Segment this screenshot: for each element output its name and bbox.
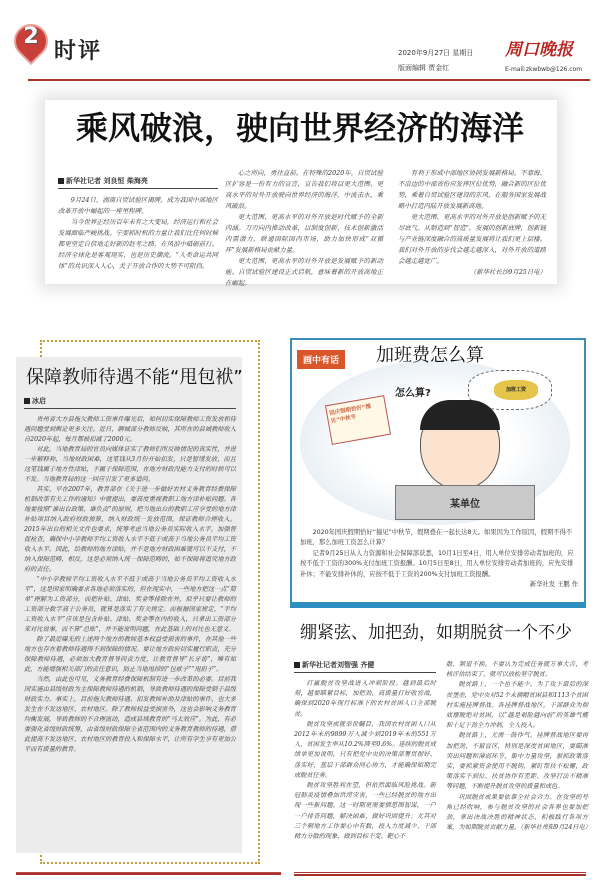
paragraph: 更大范围、更高水平的对外开放是时代赋予的全新内涵。刀刃向内推动改革，以制度创新、技术创新激活内需潜力，联通国际国内市场，助力加快形成“双循环”发展新格局贡献力量。 — [225, 213, 383, 254]
lead-column-1 — [58, 176, 218, 272]
paragraph: 脱贫攻坚胜利在望，但依然面临风险挑战。新冠肺炎疫情叠加洪涝灾害，一些已经脱贫的地方出现一些新问题。这一时期更需要慎思图智谋，一户一户排查问题，解决困难，做好巩固提升；尤其对三个剩地方工作要心中有数，投入力度减少、干部精力分散的现象，做到目标不变、靶心不 — [294, 782, 436, 841]
paragraph: 打赢脱贫攻坚战进入冲刺阶段。越到最后时刻，越要瞄紧目标，加把劲，高质量打好收官战，确保到2020年现行标准下的农村贫困人口全部脱贫。 — [294, 680, 436, 718]
paragraph: “中小学教师平均工资收入水平不低于或高于当地公务员平均工资收入水平”，这是国家明确要求各地必须落实的，但在现实中，一些地方把这一点“简单”理解为工资部分，而把补贴、津贴、奖金等排除在外，似乎只要让教师的工资部分数字高于公务员，就算是落实了有关规定。而根据国家规定，“平均工资收入水平”应该是包含补贴、津贴、奖金等在内的收入，只拿出工资部分来对比说事，而不算“总账”，并不能说明问题，在此基础上的对比也无意义。 — [24, 576, 236, 633]
poverty-column-2 — [446, 660, 591, 833]
paragraph: 脱贫路上，一个也不能少。为了攻下最后的深贫堡垒，党中央对52个未摘帽贫困县和1113个贫困村实施挂牌督战。各挂牌督战地区，干部群众为彻底摆脱绝对贫困，以“越是艰险越向前”的英雄气概和十足干劲全力冲刺，全人投入。 — [446, 681, 588, 730]
lead-byline: 新华社记者 刘良恒 柴海亮 — [58, 176, 218, 189]
paragraph: 更大范围、更高水平的对外开放是发展赋予的新动能。自贸试验区建设正式启航，意味着新的开放高地正在崛起。 — [225, 257, 383, 287]
paragraph: 对此，当地教育局的官员向媒体证实了教师们所反映情况的真实性，并进一步解释称，当地财政困难，这笔钱从3月份开始扣发，只是暂缓发放，而且这笔钱属于地方性津贴，不属于保障范围，在地方财政没能力支付的时候可以不发。当地教育局的这一回应引发了更多追问。 — [24, 446, 236, 483]
lead-column-2 — [225, 168, 383, 289]
issue-date: 2020年9月27日 星期日 — [398, 49, 474, 57]
paragraph: 记者9月25日从人力资源和社会保障部获悉，10月1日至4日，用人单位安排劳动者加班的，应按不低于工资的300%支付加班工资报酬。10月5日至8日，用人单位安排劳动者加班的，应先安排补休；不能安排补休的，应按不低于工资的200%支付加班工资报酬。 — [300, 549, 574, 578]
bottom-rule-right — [294, 872, 586, 876]
page-number: 2 — [23, 24, 39, 49]
calendar-icon: 国庆假期恰好“撞见”中秋节 — [325, 395, 391, 445]
newspaper-logo: 周口晚报 — [505, 40, 573, 60]
paragraph: 当今世界正经历百年未有之大变局，经济运行和社会发展面临严峻挑战。宁要抓时机的力量让我们比任何时候都更坚定自信地走好新的赶考之路，在风浪中砥砺前行。经济全球化是客观现实，也是历史潮流。“人类命运共同体”的共识深入人心，关于开放合作的大势不可阻挡。 — [58, 218, 218, 270]
paragraph: 散、频道不换。不要认为完成任务就万事大吉，考核评估结束了，就可以放松坚守脱贫。 — [446, 661, 588, 679]
paragraph: 有利于形成中部地区协同发展新格局。不靠海、不沿边的中部省份应发挥区位优势，融合新的区位优势，乘着自贸试验区建设的东风，在服务国家发展战略中打造内陆开放发展新高地。 — [398, 169, 546, 210]
page-editor: 版面编辑 贾金红 — [398, 64, 450, 72]
cartoon-credit: 新华社发 王鹏 作 — [529, 581, 578, 589]
teacher-byline: 冰启 — [24, 396, 236, 409]
paragraph: 当然，由此也可见，义务教育经费保障机制有进一步改革的必要。目前我国实施由县级财政为主保障教师待遇的机制，导致教师待遇的保障受制于县级财政实力。事实上，目前拖欠教师待遇、扣发教师补助及津贴的事件，也大多发生在不发达地区、农村地区。除了教师权益受损害外，这也会影响义务教育均衡发展，导致教师的不合理流动，造成县域教育的“马太效应”。为此，有必要强化省级财政统筹，由省级财政保障全省范围内的义务教育教师的待遇，借此提高不发达地区、农村地区的教育投入和保障水平，让所有学生享有更加公平而有质量的教育。 — [24, 676, 236, 753]
paragraph: 其实，早在2007年，教育部在《关于进一步做好农村义务教育经费保障机制改革有关工作的通知》中就提出，要高度重视教职工地方津补贴问题。各地要按照“谁出台政策、谁负责”的原则，把当地出台的教职工应享受的地方津补贴项目纳入政府财政预算，纳入财政统一发放范围，保证教师合理收入。2015年出台的相关文件也要求，统筹考虑当地公务员实际收入水平，加强督促检查，确保中小学教师平均工资收入水平不低于或高于当地公务员平均工资收入水平。因此，给教师的地方津贴，并不是地方财政困难就可以不支付，不纳入保障范畴，相反，这是必须纳入统一保障范畴的，如不保障将追究地方政府的责任。 — [24, 486, 236, 573]
cartoon-question: 怎么算? — [395, 388, 431, 399]
email: E-mail:zkwbwb@126.com — [505, 66, 583, 73]
paragraph: 更大范围、更高水平的对外开放是创新赋予的无尽底气。从制造到“智造”，发展的创新底牌，创新链与产业链深度融合的高质量发展将让我们更上层楼。我们对外开放的步伐会越走越深入，对外开放的道路会越走越宽广。 — [398, 213, 546, 265]
paragraph: 脱贫路上，尤需一鼓作气。挂牌督战地区要再加把劲，不留盲区，特别是深度贫困地区，要瞄准突出问题和薄弱环节，集中力量攻坚，狠抓政策落实，要抓紧资金使用不脱钩，紧盯帮扶不松懈，政策落实不到位、扶贫协作有差距、攻坚打法不精准等问题，不断提升脱贫攻坚的质量和成色。 — [446, 732, 588, 791]
paragraph: 贵州省大方县拖欠教师工资事件曝光后，如何切实保障教师工资发放和待遇问题受到舆论更多关注。近日，聊城部分教师反映，其所在的县城教师收入自2020年起，每月都被扣减了2000元。 — [24, 416, 236, 443]
money-bag-icon: 加班工资 — [494, 380, 538, 400]
desk-label: 某单位 — [450, 499, 480, 510]
teacher-body — [24, 396, 236, 755]
section-title: 时评 — [54, 38, 103, 64]
paragraph: 脱贫攻坚成就举世瞩目，我国农村贫困人口从2012年末的9899万人减少到2019年末的551万人，贫困发生率从10.2%降至0.6%。连续的脱贫成绩单更加说明，只有把党中央的决策部署贯彻好、落实好，基层干部群众同心协力，才能确保如期完成脱贫任务。 — [294, 720, 436, 779]
dateline: （新华社长沙9月25日电） — [469, 268, 546, 276]
lead-column-3 — [398, 168, 546, 278]
cartoon-caption — [300, 528, 578, 590]
paragraph: 心之所向，勇往直前。在特殊的2020年，自贸试验区扩容是一份有力的宣言，宣告我们将以更大范围、更高水平的对外开放驶向世界经济的海洋，中流击水，乘风破浪。 — [225, 169, 383, 210]
cartoon-tag: 画中有话 — [297, 350, 345, 369]
paragraph: 9月24日，湖南自贸试验区揭牌，成为我国中部地区改革开放中崛起的一座里程碑。 — [58, 196, 218, 215]
lead-headline: 乘风破浪，驶向世界经济的海洋 — [75, 109, 524, 147]
paragraph: 巩固脱贫成果要依靠全社会合力。在攻坚的号角已经吹响，参与脱贫攻坚的社会各界也要加把劲，拿出决战决胜的精神状态，积极践行各项方案，为如期脱贫贡献力量。（新华社贵阳9月24日电） — [446, 793, 591, 832]
paragraph: 2020年国庆假期恰好“撞见”中秋节，假期叠在一起长达8天。如果因为工作原因，假期不得不加班，那么加班工资怎么计算？ — [300, 529, 573, 547]
poverty-headline: 绷紧弦、加把劲，如期脱贫一个不少 — [300, 623, 572, 643]
paragraph: 除了最近曝光的上述两个地方的教师基本权益受损害的事件，在其他一些地方也存在着教师待遇得不到保障的情况。要让地方政府切实履行职责，充分保障教师待遇，必须加大教育督导问责力度，让教育督导“长牙齿”，唯有如此，方能增强相关部门的责任意识，防止当地甩掉的“包袱子”“甩担子”。 — [24, 636, 236, 673]
header-rule — [28, 79, 590, 81]
bottom-rule-left — [16, 872, 281, 875]
cartoon-title: 加班费怎么算 — [376, 345, 484, 366]
poverty-byline: 新华社记者刘智强 齐健 — [294, 660, 436, 673]
teacher-headline: 保障教师待遇不能“甩包袱” — [26, 367, 243, 388]
poverty-column-1 — [294, 660, 436, 842]
